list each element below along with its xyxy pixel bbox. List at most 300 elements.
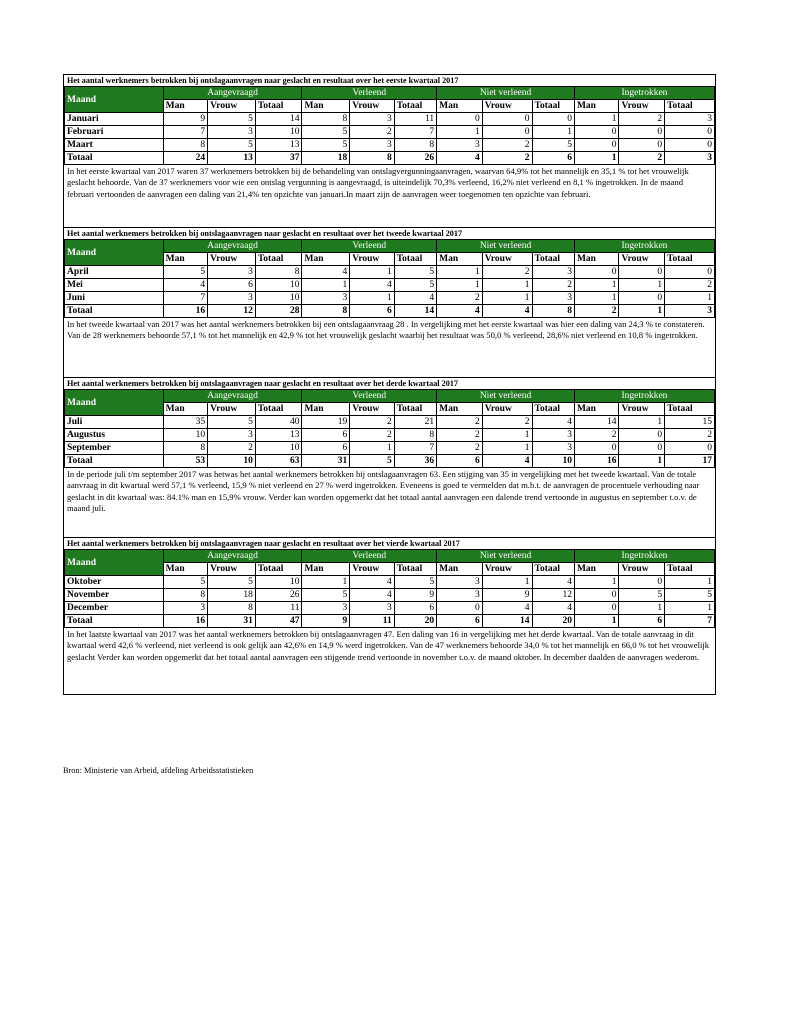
- total-row: [65, 152, 715, 165]
- value-cell: 20: [532, 615, 574, 628]
- value-cell: 13: [255, 139, 302, 152]
- value-cell: 4: [437, 152, 483, 165]
- value-cell: 5: [665, 589, 715, 602]
- value-cell: 7: [163, 126, 208, 139]
- value-cell: 2: [482, 266, 532, 279]
- sub-header: Totaal: [665, 403, 715, 416]
- sub-header: Vrouw: [619, 253, 665, 266]
- value-cell: 1: [350, 442, 395, 455]
- quarter-title: Het aantal werknemers betrokken bij ontslagaanvragen naar geslacht en resultaat over het tweede kwartaal 2017: [67, 229, 463, 238]
- sub-header: Vrouw: [482, 100, 532, 113]
- month-cell: Februari: [65, 126, 164, 139]
- sub-header: Man: [437, 253, 483, 266]
- month-cell: Juni: [65, 292, 164, 305]
- value-cell: 3: [302, 602, 350, 615]
- value-cell: 3: [532, 266, 574, 279]
- document-body: [63, 74, 716, 695]
- value-cell: 5: [163, 576, 208, 589]
- value-cell: 5: [350, 455, 395, 468]
- value-cell: 13: [208, 152, 256, 165]
- sub-header: Man: [437, 403, 483, 416]
- value-cell: 11: [394, 113, 436, 126]
- value-cell: 4: [394, 292, 436, 305]
- group-header: Ingetrokken: [574, 87, 714, 100]
- quarter-title: Het aantal werknemers betrokken bij ontslagaanvragen naar geslacht en resultaat over het derde kwartaal 2017: [67, 379, 459, 388]
- value-cell: 0: [619, 429, 665, 442]
- table-row: [65, 589, 715, 602]
- value-cell: 5: [302, 139, 350, 152]
- value-cell: 0: [482, 113, 532, 126]
- value-cell: 1: [350, 292, 395, 305]
- value-cell: 10: [255, 576, 302, 589]
- value-cell: 5: [394, 266, 436, 279]
- value-cell: 3: [437, 589, 483, 602]
- value-cell: 8: [163, 139, 208, 152]
- group-header: Aangevraagd: [163, 87, 302, 100]
- value-cell: 8: [255, 266, 302, 279]
- value-cell: 2: [532, 279, 574, 292]
- value-cell: 3: [532, 429, 574, 442]
- value-cell: 0: [482, 126, 532, 139]
- sub-header: Man: [163, 403, 208, 416]
- value-cell: 0: [619, 139, 665, 152]
- value-cell: 13: [255, 429, 302, 442]
- sub-header: Totaal: [532, 253, 574, 266]
- group-header: Ingetrokken: [574, 550, 714, 563]
- value-cell: 5: [208, 139, 256, 152]
- sub-header: Vrouw: [619, 100, 665, 113]
- value-cell: 4: [482, 455, 532, 468]
- value-cell: 21: [394, 416, 436, 429]
- value-cell: 4: [482, 305, 532, 318]
- group-header: Aangevraagd: [163, 390, 302, 403]
- value-cell: 0: [665, 139, 715, 152]
- sub-header: Totaal: [394, 563, 436, 576]
- value-cell: 3: [208, 266, 256, 279]
- value-cell: 5: [163, 266, 208, 279]
- column-header-maand: Maand: [65, 240, 164, 266]
- value-cell: 0: [574, 442, 619, 455]
- value-cell: 2: [208, 442, 256, 455]
- value-cell: 1: [574, 292, 619, 305]
- quarter-section: [63, 74, 716, 227]
- value-cell: 10: [532, 455, 574, 468]
- sub-header: Totaal: [532, 403, 574, 416]
- value-cell: 8: [208, 602, 256, 615]
- group-header: Verleend: [302, 390, 437, 403]
- table-row: [65, 279, 715, 292]
- value-cell: 5: [302, 589, 350, 602]
- quarter-title: Het aantal werknemers betrokken bij ontslagaanvragen naar geslacht en resultaat over het vierde kwartaal 2017: [67, 539, 460, 548]
- value-cell: 4: [163, 279, 208, 292]
- value-cell: 53: [163, 455, 208, 468]
- value-cell: 2: [350, 126, 395, 139]
- table-row: [65, 576, 715, 589]
- value-cell: 0: [619, 292, 665, 305]
- value-cell: 8: [532, 305, 574, 318]
- value-cell: 3: [665, 113, 715, 126]
- sub-header: Vrouw: [619, 563, 665, 576]
- value-cell: 1: [619, 455, 665, 468]
- value-cell: 14: [255, 113, 302, 126]
- value-cell: 3: [532, 442, 574, 455]
- value-cell: 3: [208, 126, 256, 139]
- value-cell: 4: [437, 305, 483, 318]
- value-cell: 4: [350, 576, 395, 589]
- value-cell: 8: [163, 589, 208, 602]
- value-cell: 4: [350, 589, 395, 602]
- value-cell: 3: [163, 602, 208, 615]
- value-cell: 4: [350, 279, 395, 292]
- value-cell: 12: [532, 589, 574, 602]
- value-cell: 2: [350, 429, 395, 442]
- value-cell: 0: [437, 113, 483, 126]
- value-cell: 3: [437, 139, 483, 152]
- quarter-summary: In de periode juli t/m september 2017 was hetwas het aantal werknemers betrokken bij ontslagaanvragen 63. Een stijging van 35 in vergelijking met het tweede kwartaal. Van de totale aanvraag in dit kwartaal werd 57,1 % verleend, 15,9 % niet verleend en 27 % werd ingetrokken. Eveneens is goed te vermelden dat m.b.t. de aanvragen de procentuele verhouding naar geslacht in dit kwartaal was: 84.1% man en 15,9% vrouw. Verder kan worden opgemerkt dat het totaal aantal aanvragen een dalende trend vertoonde in augustus en september t.o.v. de maand juli.: [67, 469, 700, 513]
- month-cell: Totaal: [65, 615, 164, 628]
- sub-header: Man: [163, 563, 208, 576]
- value-cell: 0: [619, 576, 665, 589]
- value-cell: 5: [394, 279, 436, 292]
- value-cell: 8: [302, 113, 350, 126]
- value-cell: 5: [394, 576, 436, 589]
- value-cell: 2: [482, 152, 532, 165]
- value-cell: 8: [394, 139, 436, 152]
- value-cell: 1: [482, 292, 532, 305]
- sub-header: Totaal: [532, 563, 574, 576]
- value-cell: 1: [619, 305, 665, 318]
- value-cell: 4: [532, 416, 574, 429]
- value-cell: 1: [482, 576, 532, 589]
- quarter-table: [64, 86, 715, 165]
- value-cell: 3: [437, 576, 483, 589]
- column-header-maand: Maand: [65, 87, 164, 113]
- total-row: [65, 615, 715, 628]
- value-cell: 0: [574, 139, 619, 152]
- sub-header: Totaal: [255, 563, 302, 576]
- table-row: [65, 442, 715, 455]
- table-row: [65, 292, 715, 305]
- sub-header: Totaal: [394, 253, 436, 266]
- value-cell: 26: [255, 589, 302, 602]
- value-cell: 5: [532, 139, 574, 152]
- value-cell: 63: [255, 455, 302, 468]
- group-header: Ingetrokken: [574, 390, 714, 403]
- value-cell: 9: [163, 113, 208, 126]
- total-row: [65, 305, 715, 318]
- value-cell: 0: [665, 442, 715, 455]
- value-cell: 9: [394, 589, 436, 602]
- value-cell: 6: [437, 455, 483, 468]
- sub-header: Vrouw: [208, 403, 256, 416]
- sub-header: Vrouw: [482, 563, 532, 576]
- value-cell: 8: [302, 305, 350, 318]
- value-cell: 35: [163, 416, 208, 429]
- value-cell: 2: [574, 429, 619, 442]
- sub-header: Man: [574, 100, 619, 113]
- value-cell: 10: [255, 279, 302, 292]
- sub-header: Vrouw: [208, 100, 256, 113]
- value-cell: 16: [163, 615, 208, 628]
- sub-header: Man: [574, 253, 619, 266]
- sub-header: Totaal: [665, 253, 715, 266]
- sub-header: Vrouw: [350, 100, 395, 113]
- table-row: [65, 113, 715, 126]
- value-cell: 14: [394, 305, 436, 318]
- quarter-summary: In het tweede kwartaal van 2017 was het aantal werknemers betrokken bij een ontslagaanvraag 28 . In vergelijking met het eerste kwartaal was hier een daling van 24,3 % te constateren. Van de 28 werknemers behoorde 57,1 % tot het mannelijk en 42,9 % tot het vrouwelijk geslacht waarbij het resultaat was 50,0 % verleend, 28,6% niet verleend en 10,8 % ingetrokken.: [67, 319, 705, 341]
- value-cell: 2: [437, 416, 483, 429]
- quarter-table: [64, 549, 715, 628]
- column-header-maand: Maand: [65, 390, 164, 416]
- value-cell: 1: [350, 266, 395, 279]
- value-cell: 3: [302, 292, 350, 305]
- quarter-section: [63, 227, 716, 377]
- value-cell: 1: [302, 576, 350, 589]
- month-cell: Maart: [65, 139, 164, 152]
- value-cell: 18: [302, 152, 350, 165]
- month-cell: Totaal: [65, 152, 164, 165]
- sub-header: Totaal: [665, 100, 715, 113]
- sub-header: Vrouw: [482, 403, 532, 416]
- month-cell: September: [65, 442, 164, 455]
- value-cell: 1: [574, 615, 619, 628]
- value-cell: 0: [574, 126, 619, 139]
- quarter-table: [64, 239, 715, 318]
- value-cell: 37: [255, 152, 302, 165]
- sub-header: Man: [574, 403, 619, 416]
- value-cell: 7: [394, 126, 436, 139]
- value-cell: 2: [350, 416, 395, 429]
- value-cell: 4: [302, 266, 350, 279]
- value-cell: 20: [394, 615, 436, 628]
- group-header: Verleend: [302, 240, 437, 253]
- value-cell: 2: [482, 139, 532, 152]
- sub-header: Man: [437, 100, 483, 113]
- value-cell: 1: [437, 126, 483, 139]
- value-cell: 1: [532, 126, 574, 139]
- quarter-table: [64, 389, 715, 468]
- value-cell: 18: [208, 589, 256, 602]
- sub-header: Man: [302, 403, 350, 416]
- table-row: [65, 416, 715, 429]
- value-cell: 26: [394, 152, 436, 165]
- value-cell: 7: [394, 442, 436, 455]
- value-cell: 0: [665, 126, 715, 139]
- sub-header: Man: [302, 253, 350, 266]
- sub-header: Totaal: [255, 100, 302, 113]
- group-header: Niet verleend: [437, 550, 575, 563]
- group-header: Niet verleend: [437, 390, 575, 403]
- month-cell: Mei: [65, 279, 164, 292]
- sub-header: Vrouw: [208, 563, 256, 576]
- value-cell: 14: [482, 615, 532, 628]
- value-cell: 24: [163, 152, 208, 165]
- value-cell: 1: [574, 279, 619, 292]
- value-cell: 9: [482, 589, 532, 602]
- sub-header: Man: [302, 100, 350, 113]
- value-cell: 14: [574, 416, 619, 429]
- value-cell: 5: [208, 576, 256, 589]
- value-cell: 47: [255, 615, 302, 628]
- sub-header: Man: [437, 563, 483, 576]
- value-cell: 6: [394, 602, 436, 615]
- value-cell: 11: [350, 615, 395, 628]
- value-cell: 12: [208, 305, 256, 318]
- value-cell: 3: [665, 152, 715, 165]
- quarter-summary: In het eerste kwartaal van 2017 waren 37 werknemers betrokken bij de behandeling van ontslagvergunningaanvragen, waarvan 64,9% tot het mannelijk en 35,1 % tot het vrouwelijk geslacht behoorde. Van de 37 werknemers voor wie een ontslag vergunning is aangevraagd, is uiteindelijk 70,3% verleend, 16,2% niet verleend en 8,1 % ingetrokken. In de maand februari vertoonden de aanvragen een daling van 21,4% ten opzichte van januari.In maart zijn de aanvragen weer toegenomen ten opzichte van februari.: [67, 166, 689, 199]
- group-header: Niet verleend: [437, 87, 575, 100]
- value-cell: 3: [350, 139, 395, 152]
- sub-header: Totaal: [532, 100, 574, 113]
- value-cell: 3: [532, 292, 574, 305]
- table-row: [65, 266, 715, 279]
- table-row: [65, 429, 715, 442]
- sub-header: Vrouw: [350, 563, 395, 576]
- value-cell: 8: [394, 429, 436, 442]
- value-cell: 1: [482, 442, 532, 455]
- sub-header: Totaal: [255, 403, 302, 416]
- value-cell: 2: [619, 113, 665, 126]
- group-header: Aangevraagd: [163, 240, 302, 253]
- value-cell: 36: [394, 455, 436, 468]
- month-cell: Totaal: [65, 305, 164, 318]
- value-cell: 6: [208, 279, 256, 292]
- value-cell: 6: [302, 442, 350, 455]
- value-cell: 1: [619, 279, 665, 292]
- sub-header: Vrouw: [482, 253, 532, 266]
- value-cell: 1: [482, 279, 532, 292]
- sub-header: Man: [163, 100, 208, 113]
- quarter-title: Het aantal werknemers betrokken bij ontslagaanvragen naar geslacht en resultaat over het eerste kwartaal 2017: [67, 76, 459, 85]
- value-cell: 0: [574, 589, 619, 602]
- quarter-summary: In het laatste kwartaal van 2017 was het aantal werknemers betrokken bij ontslagaanvragen 47. Een daling van 16 in vergelijking met het derde kwartaal. Van de totale aanvraag in dit kwartaal werd 42,6 % verleend, niet verleend is ook gelijk aan 42,6% en 14,9 % werd ingetrokken. Van de 47 werknemers behoorde 34,0 % tot het mannelijk en 66,0 % tot het vrouwelijk geslacht Verder kan worden opgemerkt dat het totaal aantal aanvragen een stijgende trend vertoonde in november t.o.v. de maand oktober. In december daalden de aanvragen wederom.: [67, 629, 710, 662]
- value-cell: 31: [302, 455, 350, 468]
- value-cell: 10: [208, 455, 256, 468]
- sub-header: Vrouw: [208, 253, 256, 266]
- value-cell: 3: [208, 429, 256, 442]
- sub-header: Man: [574, 563, 619, 576]
- group-header: Aangevraagd: [163, 550, 302, 563]
- source-note: Bron: Ministerie van Arbeid, afdeling Arbeidsstatistieken: [63, 766, 254, 775]
- value-cell: 0: [619, 126, 665, 139]
- value-cell: 0: [437, 602, 483, 615]
- value-cell: 6: [350, 305, 395, 318]
- value-cell: 6: [619, 615, 665, 628]
- value-cell: 3: [208, 292, 256, 305]
- value-cell: 2: [665, 279, 715, 292]
- month-cell: Juli: [65, 416, 164, 429]
- value-cell: 7: [163, 292, 208, 305]
- value-cell: 0: [574, 602, 619, 615]
- month-cell: April: [65, 266, 164, 279]
- value-cell: 1: [574, 576, 619, 589]
- value-cell: 0: [532, 113, 574, 126]
- value-cell: 1: [619, 602, 665, 615]
- value-cell: 1: [482, 429, 532, 442]
- value-cell: 2: [437, 292, 483, 305]
- sub-header: Totaal: [255, 253, 302, 266]
- quarter-section: [63, 537, 716, 695]
- value-cell: 16: [574, 455, 619, 468]
- value-cell: 10: [255, 126, 302, 139]
- group-header: Niet verleend: [437, 240, 575, 253]
- value-cell: 1: [574, 152, 619, 165]
- value-cell: 5: [208, 416, 256, 429]
- value-cell: 0: [619, 266, 665, 279]
- value-cell: 1: [665, 576, 715, 589]
- value-cell: 2: [437, 442, 483, 455]
- value-cell: 0: [574, 266, 619, 279]
- table-row: [65, 139, 715, 152]
- value-cell: 1: [574, 113, 619, 126]
- value-cell: 1: [665, 292, 715, 305]
- group-header: Verleend: [302, 550, 437, 563]
- value-cell: 2: [665, 429, 715, 442]
- value-cell: 6: [532, 152, 574, 165]
- value-cell: 19: [302, 416, 350, 429]
- table-row: [65, 126, 715, 139]
- value-cell: 8: [350, 152, 395, 165]
- value-cell: 2: [437, 429, 483, 442]
- value-cell: 1: [437, 279, 483, 292]
- value-cell: 11: [255, 602, 302, 615]
- value-cell: 4: [482, 602, 532, 615]
- value-cell: 1: [437, 266, 483, 279]
- group-header: Verleend: [302, 87, 437, 100]
- value-cell: 5: [302, 126, 350, 139]
- value-cell: 5: [208, 113, 256, 126]
- sub-header: Vrouw: [350, 253, 395, 266]
- value-cell: 1: [619, 416, 665, 429]
- value-cell: 40: [255, 416, 302, 429]
- group-header: Ingetrokken: [574, 240, 714, 253]
- value-cell: 4: [532, 576, 574, 589]
- value-cell: 2: [619, 152, 665, 165]
- month-cell: Januari: [65, 113, 164, 126]
- value-cell: 2: [482, 416, 532, 429]
- value-cell: 17: [665, 455, 715, 468]
- month-cell: Oktober: [65, 576, 164, 589]
- value-cell: 5: [619, 589, 665, 602]
- quarter-section: [63, 377, 716, 537]
- value-cell: 2: [574, 305, 619, 318]
- value-cell: 31: [208, 615, 256, 628]
- sub-header: Vrouw: [350, 403, 395, 416]
- column-header-maand: Maand: [65, 550, 164, 576]
- value-cell: 8: [163, 442, 208, 455]
- month-cell: December: [65, 602, 164, 615]
- value-cell: 16: [163, 305, 208, 318]
- value-cell: 4: [532, 602, 574, 615]
- value-cell: 3: [665, 305, 715, 318]
- sub-header: Vrouw: [619, 403, 665, 416]
- value-cell: 1: [302, 279, 350, 292]
- sub-header: Man: [163, 253, 208, 266]
- sub-header: Man: [302, 563, 350, 576]
- value-cell: 0: [619, 442, 665, 455]
- value-cell: 6: [437, 615, 483, 628]
- value-cell: 15: [665, 416, 715, 429]
- value-cell: 7: [665, 615, 715, 628]
- table-row: [65, 602, 715, 615]
- value-cell: 10: [163, 429, 208, 442]
- month-cell: November: [65, 589, 164, 602]
- value-cell: 3: [350, 113, 395, 126]
- total-row: [65, 455, 715, 468]
- sub-header: Totaal: [394, 100, 436, 113]
- value-cell: 9: [302, 615, 350, 628]
- sub-header: Totaal: [394, 403, 436, 416]
